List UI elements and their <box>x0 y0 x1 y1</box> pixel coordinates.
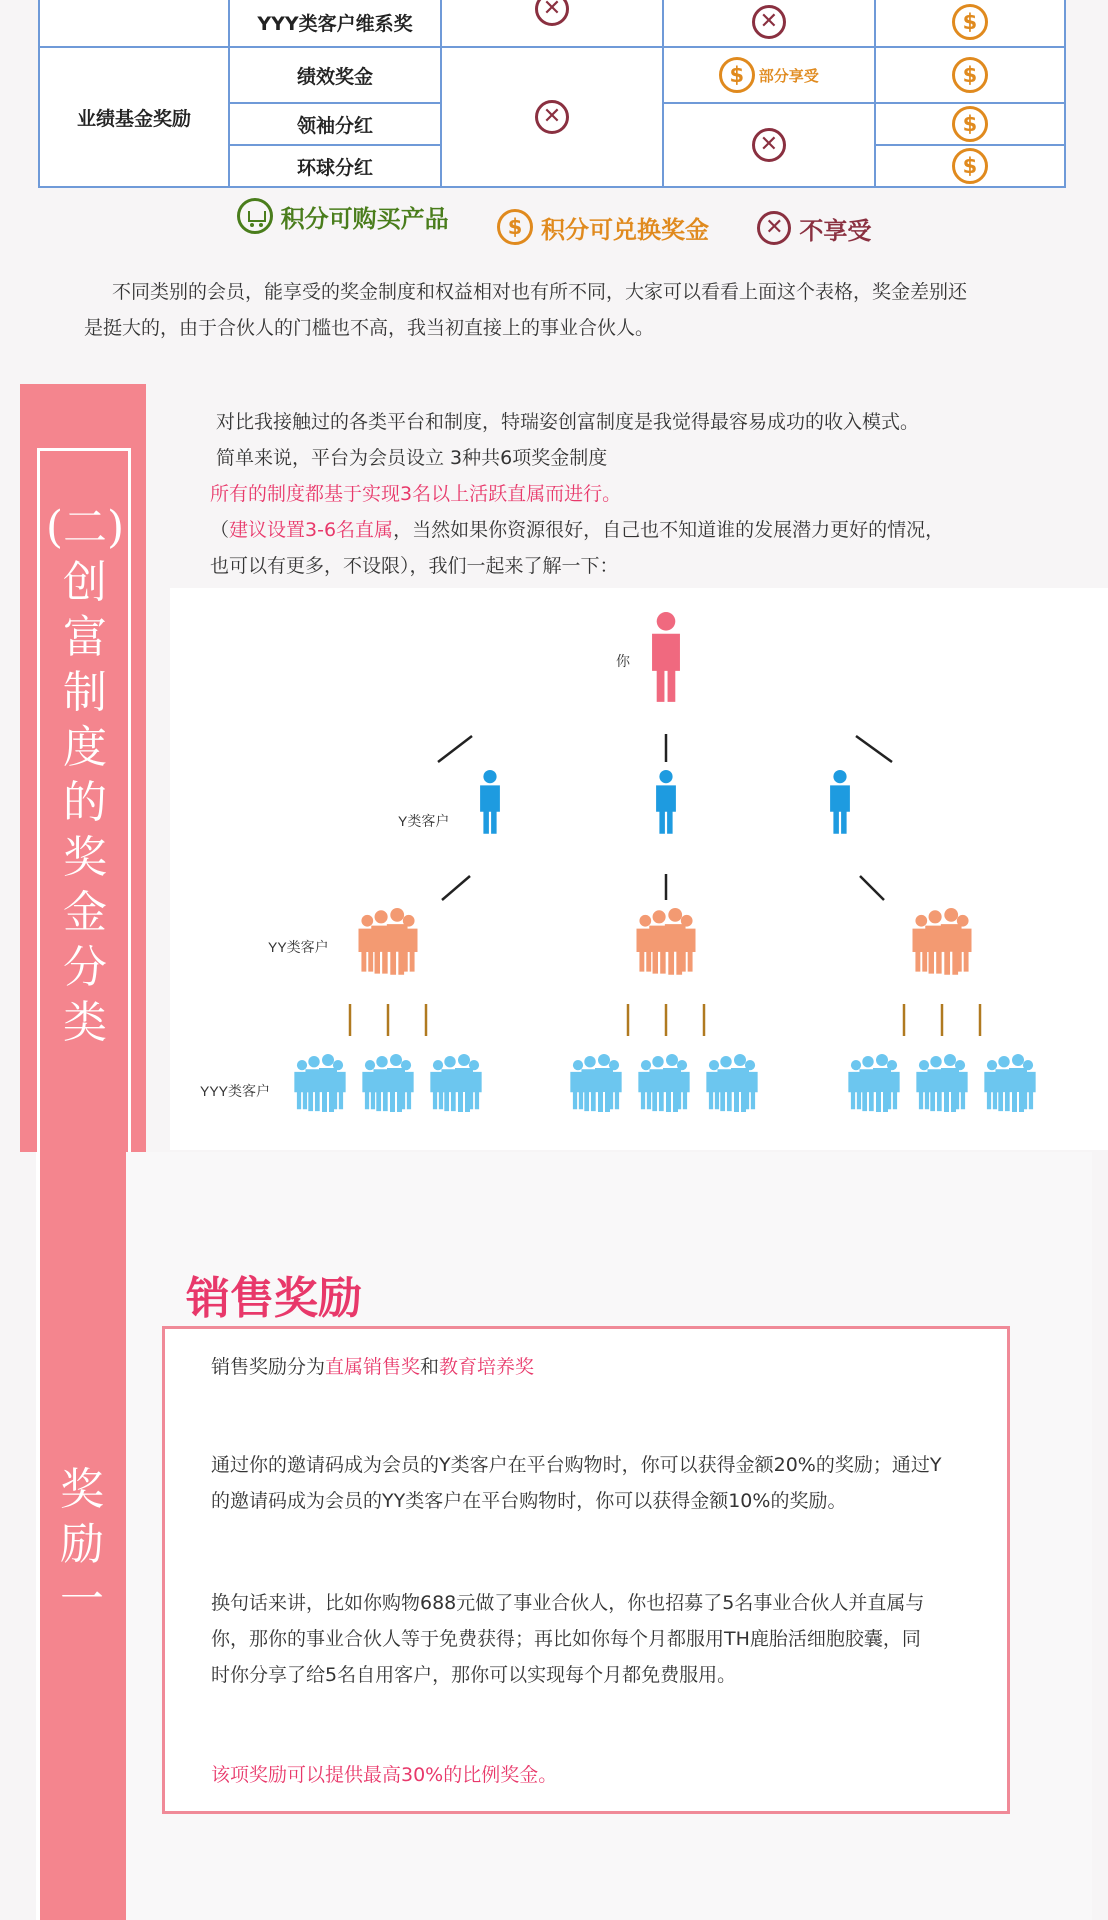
table-cell <box>663 47 875 103</box>
reward-line: 你，那你的事业合伙人等于免费获得；再比如你每个月都服用TH鹿胎活细胞胶囊，同 <box>211 1628 921 1650</box>
vertical-title-char: 富 <box>63 612 107 663</box>
cross-icon: ✕ <box>752 5 786 39</box>
table-cell-category: 业绩基金奖励 <box>39 47 229 187</box>
vertical-title-char: 的 <box>63 777 107 828</box>
hierarchy-diagram <box>170 588 1108 1150</box>
cross-icon: ✕ <box>535 100 569 134</box>
vertical-title-char: 奖 <box>63 832 107 883</box>
vertical-title-char: (二) <box>45 502 125 553</box>
table-cell <box>875 0 1065 47</box>
table-cell <box>663 0 875 47</box>
diagram-label: 你 <box>616 653 630 669</box>
reward-box <box>162 1326 1010 1814</box>
table-cell-item: YYY类客户维系奖 <box>229 0 441 47</box>
legend-none-label: 不享受 <box>799 216 872 245</box>
section-title-vertical <box>38 500 132 1050</box>
section-intro-line: 也可以有更多，不设限），我们一起来了解一下： <box>210 555 619 577</box>
vertical-title-char: 分 <box>63 942 107 993</box>
legend-exchange <box>497 209 709 245</box>
reward-paragraph <box>211 1447 991 1519</box>
reward-note: 该项奖励可以提供最高30%的比例奖金。 <box>211 1764 558 1786</box>
connector-line <box>438 736 472 762</box>
cart-icon <box>237 198 273 234</box>
diagram-label: YY类客户 <box>268 939 329 955</box>
diagram-label: Y类客户 <box>398 813 450 829</box>
dollar-icon: $ <box>952 148 988 184</box>
table-legend <box>0 198 1108 246</box>
table-cell-category <box>39 0 229 47</box>
vertical-title-char: 励 <box>60 1519 104 1570</box>
reward-summary <box>211 1349 981 1385</box>
legend-buy-label: 积分可购买产品 <box>280 204 449 233</box>
reward-title-vertical <box>38 1462 126 1627</box>
reward-paragraph <box>211 1585 991 1693</box>
reward-heading: 销售奖励 <box>186 1273 362 1324</box>
section-intro-text: ，当然如果你资源很好，自己也不知道谁的发展潜力更好的情况， <box>393 519 945 541</box>
table-cell-item: 领袖分红 <box>229 103 441 145</box>
legend-exchange-label: 积分可兑换奖金 <box>541 215 709 244</box>
reward-line: 的邀请码成为会员的YY类客户在平台购物时，你可以获得金额10%的奖励。 <box>211 1490 847 1512</box>
person-icon <box>656 770 676 834</box>
person-icon <box>480 770 500 834</box>
table-cell-item: 环球分红 <box>229 145 441 187</box>
dollar-icon: $ <box>497 209 533 245</box>
legend-none <box>757 211 871 246</box>
vertical-title-char: 创 <box>63 557 107 608</box>
paren-open: （ <box>210 519 230 541</box>
table-cell <box>441 0 663 47</box>
intro-line: 不同类别的会员，能享受的奖金制度和权益相对也有所不同，大家可以看看上面这个表格，奖金差别还 <box>112 281 968 303</box>
section-intro-line <box>210 512 1090 548</box>
table-cell <box>663 103 875 187</box>
reward-text: 和 <box>420 1356 440 1378</box>
reward-highlight: 教育培养奖 <box>439 1356 535 1378</box>
connector-line <box>860 876 884 900</box>
section-intro-highlight: 建议设置3-6名直属 <box>229 519 394 541</box>
reward-line: 通过你的邀请码成为会员的Y类客户在平台购物时，你可以获得金额20%的奖励；通过Y <box>211 1454 942 1476</box>
legend-buy <box>237 198 449 234</box>
vertical-title-char: 奖 <box>60 1464 104 1515</box>
partial-label: 部分享受 <box>758 66 819 85</box>
table-cell <box>875 145 1065 187</box>
bonus-table <box>38 0 1066 188</box>
reward-line: 时你分享了给5名自用客户，那你可以实现每个月都免费服用。 <box>211 1664 737 1686</box>
section-intro-line: 对比我接触过的各类平台和制度，特瑞姿创富制度是我觉得最容易成功的收入模式。 <box>216 411 920 433</box>
vertical-title-char: 一 <box>60 1574 104 1625</box>
vertical-title-char: 金 <box>63 887 107 938</box>
table-cell <box>441 47 663 187</box>
diagram-label: YYY类客户 <box>200 1083 271 1099</box>
cross-icon: ✕ <box>752 128 786 162</box>
cross-icon: ✕ <box>535 0 569 26</box>
reward-text: 销售奖励分为 <box>211 1356 326 1378</box>
reward-highlight: 直属销售奖 <box>325 1356 421 1378</box>
section-intro-highlight: 所有的制度都基于实现3名以上活跃直属而进行。 <box>210 483 622 505</box>
cross-icon: ✕ <box>757 211 791 245</box>
dollar-icon: $ <box>952 4 988 40</box>
person-icon <box>652 612 680 702</box>
dollar-icon: $ <box>952 106 988 142</box>
table-cell-item: 绩效奖金 <box>229 47 441 103</box>
vertical-title-char: 度 <box>63 722 107 773</box>
table-row <box>39 47 1065 103</box>
section-intro-line: 简单来说，平台为会员设立 3种共6项奖金制度 <box>216 447 608 469</box>
vertical-title-char: 制 <box>63 667 107 718</box>
intro-line: 是挺大的，由于合伙人的门槛也不高，我当初直接上的事业合伙人。 <box>84 317 655 339</box>
hierarchy-svg <box>170 588 1108 1150</box>
table-cell <box>875 47 1065 103</box>
dollar-icon: $ <box>952 57 988 93</box>
dollar-icon: $ <box>719 57 755 93</box>
connector-line <box>856 736 892 762</box>
person-icon <box>830 770 850 834</box>
table-row <box>39 0 1065 47</box>
table-cell <box>875 103 1065 145</box>
section-intro <box>210 404 1090 584</box>
reward-line: 换句话来讲，比如你购物688元做了事业合伙人，你也招募了5名事业合伙人并直属与 <box>211 1592 925 1614</box>
vertical-title-char: 类 <box>63 997 107 1048</box>
intro-paragraph <box>84 274 1024 346</box>
connector-line <box>442 876 470 900</box>
